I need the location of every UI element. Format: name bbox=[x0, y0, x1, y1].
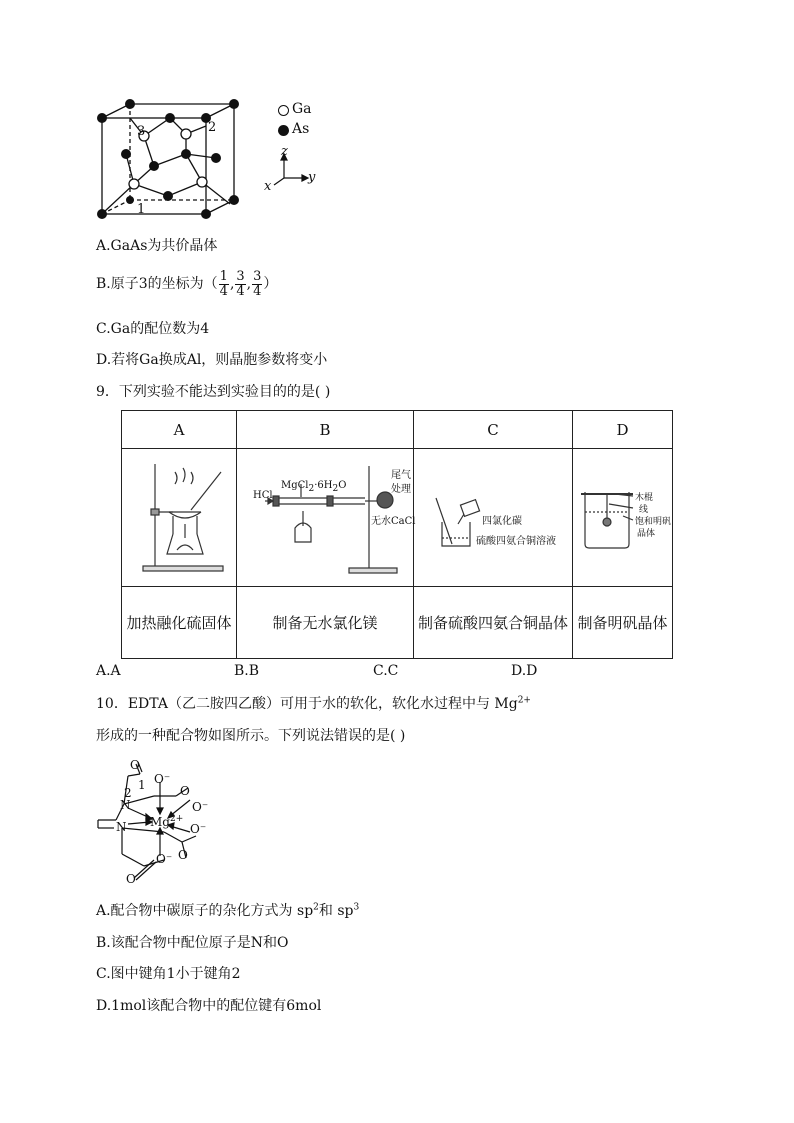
label-atom-1: 1 bbox=[137, 202, 146, 217]
caption-d: 制备明矾晶体 bbox=[573, 587, 673, 659]
legend-ga-label: Ga bbox=[292, 101, 312, 117]
q9-stem: 9．下列实验不能达到实验目的的是( ) bbox=[96, 384, 331, 400]
q9-option-c: C.C bbox=[373, 663, 399, 679]
o-atom-2: O bbox=[180, 784, 190, 798]
q9-option-b: B.B bbox=[234, 663, 260, 679]
o-atom-1: O bbox=[130, 758, 140, 772]
sulfur-melting-apparatus-figure bbox=[129, 454, 229, 578]
label-hcl: HCl bbox=[253, 489, 273, 501]
q8-option-b-suffix: ） bbox=[263, 276, 278, 293]
label-anhydrous-cacl2: 无水CaCl bbox=[371, 515, 416, 527]
o-atom-3: O bbox=[178, 848, 188, 862]
header-a: A bbox=[122, 411, 237, 449]
apparatus-c-cell bbox=[414, 449, 573, 587]
label-tail-gas-2: 处理 bbox=[391, 483, 411, 495]
label-copper-ammine-solution: 硫酸四氨合铜溶液 bbox=[476, 535, 556, 547]
apparatus-a-cell bbox=[122, 449, 237, 587]
fraction-2: $\frac{3}{4}$ bbox=[236, 269, 245, 299]
apparatus-b-cell bbox=[237, 449, 414, 587]
q10-stem-line2: 形成的一种配合物如图所示。下列说法错误的是( ) bbox=[96, 728, 406, 744]
q10-option-a: A.配合物中碳原子的杂化方式为 $sp^2$和 $sp^3$ bbox=[96, 902, 360, 919]
angle-label-1: 1 bbox=[138, 778, 146, 792]
label-ccl4: 四氯化碳 bbox=[482, 515, 522, 527]
header-b: B bbox=[237, 411, 414, 449]
axis-x-label: x bbox=[264, 179, 272, 194]
q10-option-d: D.1mol该配合物中的配位键有6mol bbox=[96, 998, 322, 1014]
q10-option-b: B.该配合物中配位原子是N和O bbox=[96, 935, 289, 951]
axis-z-label: z bbox=[281, 144, 288, 159]
legend-ga-marker bbox=[278, 105, 289, 116]
label-wooden-stick: 木棍 bbox=[635, 492, 654, 503]
header-c: C bbox=[414, 411, 573, 449]
o-minus-1: O⁻ bbox=[154, 772, 171, 786]
q10-stem-line1: 10．EDTA（乙二胺四乙酸）可用于水的软化，软化水过程中与 $Mg^{2+}$ bbox=[96, 695, 531, 712]
fraction-3: $\frac{3}{4}$ bbox=[253, 269, 262, 299]
n-atom-top: N bbox=[120, 798, 131, 812]
q9-experiment-table bbox=[121, 410, 673, 659]
caption-a: 加热融化硫固体 bbox=[122, 587, 237, 659]
q9-option-d: D.D bbox=[511, 663, 538, 679]
fraction-1: $\frac{1}{4}$ bbox=[219, 269, 228, 299]
q8-option-b: B.原子3的坐标为（ $\frac{1}{4}$ , $\frac{3}{4}$ , $\frac{3}{4}$ ） bbox=[96, 269, 278, 299]
label-mgcl2-6h2o: $MgCl_2\cdot 6H_2O$ bbox=[281, 479, 347, 494]
label-atom-2: 2 bbox=[208, 120, 217, 135]
header-d: D bbox=[573, 411, 673, 449]
apparatus-d-cell bbox=[573, 449, 673, 587]
o-minus-2: O⁻ bbox=[192, 800, 209, 814]
label-alum-crystal: 晶体 bbox=[637, 528, 656, 539]
label-tail-gas-1: 尾气 bbox=[391, 469, 411, 481]
q8-option-c: C.Ga的配位数为4 bbox=[96, 321, 210, 337]
axis-y-label: y bbox=[308, 170, 316, 185]
angle-label-2: 2 bbox=[124, 786, 132, 800]
q9-option-a: A.A bbox=[96, 663, 121, 679]
q8-option-b-prefix: B.原子3的坐标为（ bbox=[96, 276, 218, 293]
label-saturated-alum: 饱和明矾 bbox=[635, 516, 672, 527]
n-atom-bottom: N bbox=[116, 820, 127, 834]
q10-option-c: C.图中键角1小于键角2 bbox=[96, 966, 241, 982]
legend-as-marker bbox=[278, 125, 289, 136]
mg-ion: $Mg^{2+}$ bbox=[150, 814, 184, 829]
o-atom-4: O bbox=[126, 872, 136, 886]
label-thread: 线 bbox=[639, 504, 649, 515]
legend-as-label: As bbox=[292, 121, 310, 137]
q8-option-d: D.若将Ga换成Al，则晶胞参数将变小 bbox=[96, 352, 328, 368]
edta-mg-complex-figure bbox=[94, 756, 234, 888]
q8-option-a: A.GaAs为共价晶体 bbox=[96, 238, 218, 254]
o-minus-4: O⁻ bbox=[156, 852, 173, 866]
o-minus-3: O⁻ bbox=[190, 822, 207, 836]
label-atom-3: 3 bbox=[137, 124, 146, 139]
caption-c: 制备硫酸四氨合铜晶体 bbox=[414, 587, 573, 659]
caption-b: 制备无水氯化镁 bbox=[237, 587, 414, 659]
